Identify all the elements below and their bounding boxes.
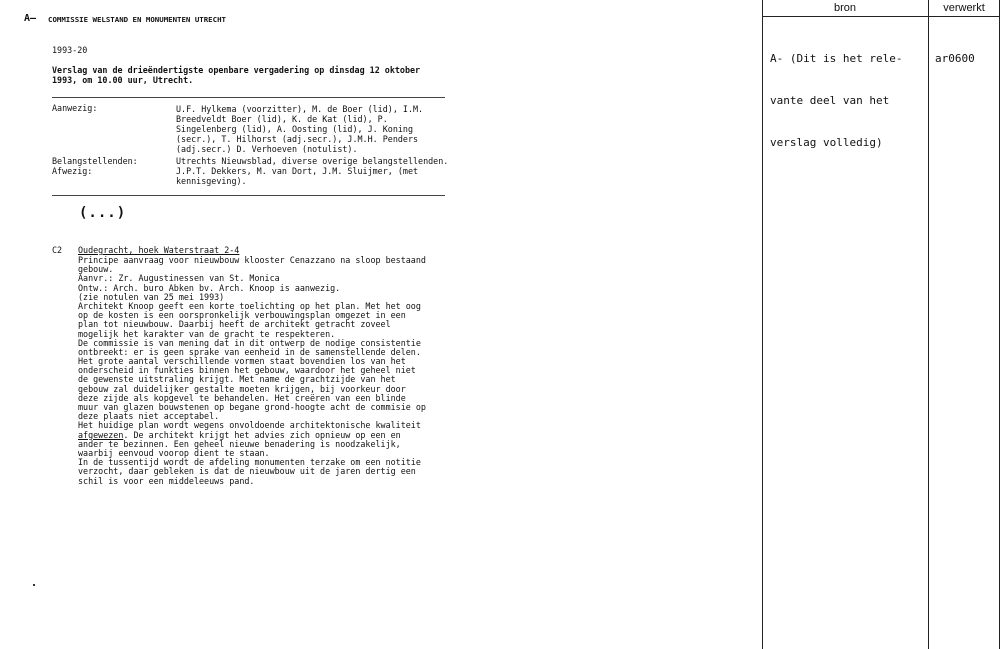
bron-note-line: vante deel van het xyxy=(770,94,890,107)
body-line: Principe aanvraag voor nieuwbouw klooster Cenazzano na sloop bestaand xyxy=(78,255,426,265)
bron-note xyxy=(770,24,902,178)
body-line: Het huidige plan wordt wegens onvoldoende architektonische kwaliteit xyxy=(78,420,421,431)
item-code: C2 xyxy=(52,245,63,255)
body-line: De commissie is van mening dat in dit ontwerp de nodige consistentie xyxy=(78,337,421,348)
bron-note-line: verslag volledig) xyxy=(770,136,883,149)
report-number: 1993-20 xyxy=(52,45,88,55)
body-line: Architekt Knoop geeft een korte toelichting op het plan. Met het oog xyxy=(78,300,421,311)
interested-value: Utrechts Nieuwsblad, diverse overige belangstellenden. xyxy=(176,156,449,166)
body-line: op de kosten is een oorspronkelijk verbouwingsplan omgezet in een xyxy=(78,310,406,321)
divider xyxy=(52,195,445,196)
body-line: deze plaats niet acceptabel. xyxy=(78,411,220,422)
item-heading: Oudegracht, hoek Waterstraat 2-4 xyxy=(78,245,240,255)
body-line: Ontw.: Arch. buro Abken bv. Arch. Knoop is aanwezig. xyxy=(78,282,341,293)
column-header-bron: bron xyxy=(833,2,857,14)
body-line: gebouw. xyxy=(78,264,114,275)
bron-note-line: A- (Dit is het rele- xyxy=(770,52,903,65)
absent-list xyxy=(176,167,418,187)
present-line: U.F. Hylkema (voorzitter), M. de Boer (lid), I.M. xyxy=(176,104,424,114)
verdict-line-rest: . De architekt krijgt het advies zich opnieuw op een en xyxy=(123,429,401,440)
body-line: ontbreekt: er is geen sprake van eenheid in de samenstellende delen. xyxy=(78,346,421,357)
verdict-word: afgewezen xyxy=(78,429,124,440)
body-line: (zie notulen van 25 mei 1993) xyxy=(78,291,225,302)
body-line: In de tussentijd wordt de afdeling monumenten terzake om een notitie xyxy=(78,457,421,468)
report-title xyxy=(52,66,420,85)
body-line: de gewenste uitstraling krijgt. Met name de grachtzijde van het xyxy=(78,374,396,385)
header-underline xyxy=(762,16,1000,17)
annotation-panel xyxy=(762,0,1000,649)
absent-line: kennisgeving). xyxy=(176,176,247,187)
body-line: deze zijde als kopgevel te behandelen. Het creëren van een blinde xyxy=(78,392,406,403)
present-line: (adj.secr.) D. Verhoeven (notulist). xyxy=(176,144,358,155)
scan-speck xyxy=(33,584,35,586)
body-line: ander te bezinnen. Een geheel nieuwe benadering is noodzakelijk, xyxy=(78,438,401,449)
body-line: schil is voor een middeleeuws pand. xyxy=(78,475,255,486)
body-line: verzocht, daar gebleken is dat de nieuwbouw uit de jaren dertig een xyxy=(78,466,416,477)
body-line: waarbij eenvoud voorop dient te staan. xyxy=(78,447,270,458)
absent-line: J.P.T. Dekkers, M. van Dort, J.M. Sluijmer, (met xyxy=(176,166,419,176)
column-divider xyxy=(928,0,929,649)
org-title: COMMISSIE WELSTAND EN MONUMENTEN UTRECHT xyxy=(48,15,226,24)
body-line: gebouw zal duidelijker gestalte moeten krijgen, bij voorkeur door xyxy=(78,383,406,394)
interested-label: Belangstellenden: xyxy=(52,156,138,166)
column-header-verwerkt: verwerkt xyxy=(943,2,985,14)
body-line: onderscheid in funkties binnen het gebouw, waardoor het geheel niet xyxy=(78,365,416,376)
report-title-line: Verslag van de drieëndertigste openbare vergadering op dinsdag 12 oktober xyxy=(52,65,421,75)
present-line: Breedveldt Boer (lid), K. de Kat (lid), P. xyxy=(176,114,388,125)
body-line: mogelijk het karakter van de gracht te respekteren. xyxy=(78,328,336,339)
page-marker: A— xyxy=(24,13,37,24)
present-line: (secr.), T. Hilhorst (adj.secr.), J.M.H. Penders xyxy=(176,134,419,145)
present-label: Aanwezig: xyxy=(52,103,98,113)
body-line: Aanvr.: Zr. Augustinessen van St. Monica xyxy=(78,273,280,284)
present-line: Singelenberg (lid), A. Oosting (lid), J. Koning xyxy=(176,124,413,135)
omission-ellipsis: (...) xyxy=(79,205,127,221)
item-body xyxy=(78,256,426,486)
body-line: plan tot nieuwbouw. Daarbij heeft de architekt getracht zoveel xyxy=(78,319,391,330)
verwerkt-value: ar0600 xyxy=(935,52,975,65)
present-list xyxy=(176,104,423,154)
divider xyxy=(52,97,445,98)
body-line: muur van glazen bouwstenen op begane grond-hoogte acht de commisie op xyxy=(78,402,426,412)
body-line: Het grote aantal verschillende vormen staat bovendien los van het xyxy=(78,356,406,367)
report-title-line: 1993, om 10.00 uur, Utrecht. xyxy=(52,74,194,85)
panel-left-border xyxy=(762,0,763,649)
absent-label: Afwezig: xyxy=(52,166,93,176)
